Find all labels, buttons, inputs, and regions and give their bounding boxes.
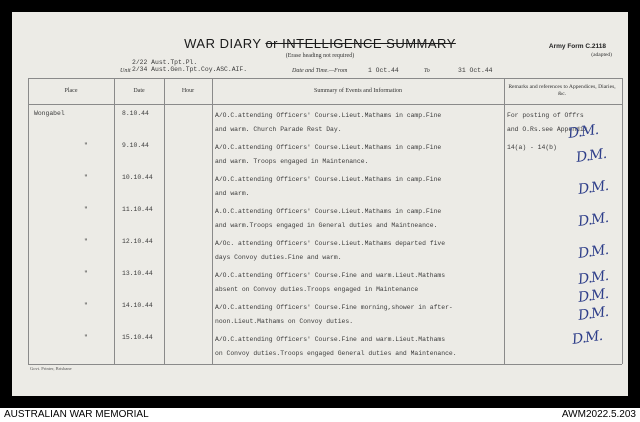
date-label: Date and Time.—From	[292, 68, 348, 74]
row-place: Wongabel	[34, 110, 65, 117]
row-summary-line1: A/O.C.attending Officers' Course.Fine morning,shower in after-	[215, 304, 453, 311]
caption-bar	[0, 408, 640, 422]
row-summary-line2: on Convoy duties.Troops engaged General duties and Maintenance.	[215, 350, 457, 357]
row-summary-line2: absent on Convoy duties.Troops engaged in Maintenance	[215, 286, 419, 293]
handwritten-initials: D.M.	[577, 285, 609, 307]
handwritten-initials: D.M.	[577, 241, 609, 263]
row-date: 15.10.44	[122, 334, 153, 341]
handwritten-initials: D.M.	[577, 303, 609, 325]
header-bottom-rule	[28, 104, 622, 105]
row-place: "	[84, 174, 88, 181]
handwritten-initials: D.M.	[577, 267, 609, 289]
handwritten-initials: D.M.	[575, 145, 607, 167]
row-place: "	[84, 270, 88, 277]
title-main: WAR DIARY	[184, 36, 262, 51]
handwritten-initials: D.M.	[571, 327, 603, 349]
row-place: "	[84, 206, 88, 213]
row-summary-line2: noon.Lieut.Mathams on Convoy duties.	[215, 318, 354, 325]
handwritten-initials: D.M.	[577, 209, 609, 231]
row-date: 9.10.44	[122, 142, 149, 149]
date-to: 31 Oct.44	[458, 67, 493, 74]
row-remark: For posting of Offrs	[507, 112, 584, 119]
table-bottom-rule	[28, 364, 622, 365]
title-struck: or INTELLIGENCE SUMMARY	[265, 36, 456, 51]
row-date: 13.10.44	[122, 270, 153, 277]
row-summary-line1: A/O.C.attending Officers' Course.Lieut.Mathams in camp.Fine	[215, 112, 442, 119]
row-date: 11.10.44	[122, 206, 153, 213]
war-diary-page	[12, 12, 628, 396]
page-title	[12, 36, 628, 51]
row-summary-line1: A.O.C.attending Officers' Course.Lieut.Mathams in camp.Fine	[215, 208, 442, 215]
col-rule	[212, 78, 213, 364]
date-to-label: To	[424, 68, 430, 74]
table-top-rule	[28, 78, 622, 79]
row-place: "	[84, 302, 88, 309]
row-summary-line2: and warm.Troops engaged in General duties and Maintneance.	[215, 222, 438, 229]
row-summary-line1: A/O.C.attending Officers' Course.Lieut.Mathams in camp.Fine	[215, 176, 442, 183]
col-rule	[114, 78, 115, 364]
row-summary-line2: days Convoy duties.Fine and warm.	[215, 254, 342, 261]
unit-line-2: 2/34 Aust.Gen.Tpt.Coy.ASC.AIF.	[132, 66, 248, 73]
row-summary-line2: and warm. Troops engaged in Maintenance.	[215, 158, 369, 165]
row-summary-line1: A/Oc. attending Officers' Course.Lieut.Mathams departed five	[215, 240, 446, 247]
handwritten-initials: D.M.	[567, 121, 599, 143]
accession-number: AWM2022.5.203	[561, 409, 636, 420]
row-remark: and O.Rs.see Appendix	[507, 126, 588, 133]
row-date: 10.10.44	[122, 174, 153, 181]
form-adapted-note: (adapted)	[591, 52, 612, 58]
row-summary-line2: and warm.	[215, 190, 250, 197]
row-place: "	[84, 334, 88, 341]
row-place: "	[84, 238, 88, 245]
col-header-remarks: Remarks and references to Appendices, Diaries, &c.	[508, 84, 616, 97]
row-summary-line2: and warm. Church Parade Rest Day.	[215, 126, 342, 133]
row-date: 8.10.44	[122, 110, 149, 117]
unit-label: Unit	[120, 68, 131, 74]
handwritten-initials: D.M.	[577, 177, 609, 199]
unit-values	[132, 59, 247, 73]
row-summary-line1: A/O.C.attending Officers' Course.Fine and warm.Lieut.Mathams	[215, 336, 446, 343]
col-header-hour: Hour	[181, 88, 195, 94]
col-rule	[28, 78, 29, 364]
col-header-date: Date	[133, 88, 145, 94]
row-date: 14.10.44	[122, 302, 153, 309]
row-summary-line1: A/O.C.attending Officers' Course.Lieut.Mathams in camp.Fine	[215, 144, 442, 151]
col-rule	[164, 78, 165, 364]
col-header-place: Place	[64, 88, 78, 94]
row-date: 12.10.44	[122, 238, 153, 245]
source-caption: AUSTRALIAN WAR MEMORIAL	[4, 409, 149, 420]
row-place: "	[84, 142, 88, 149]
row-remark: 14(a) - 14(b)	[507, 144, 557, 151]
printer-imprint: Govt. Printer, Brisbane	[30, 366, 72, 371]
form-number: Army Form C.2118	[548, 43, 606, 50]
subheading: (Erase heading not required)	[285, 53, 355, 59]
date-from: 1 Oct.44	[368, 67, 399, 74]
col-rule	[504, 78, 505, 364]
unit-line-1: 2/22 Aust.Tpt.Pl.	[132, 59, 198, 66]
col-header-summary: Summary of Events and Information	[314, 88, 402, 94]
row-summary-line1: A/O.C.attending Officers' Course.Fine and warm.Lieut.Mathams	[215, 272, 446, 279]
col-rule	[622, 78, 623, 364]
